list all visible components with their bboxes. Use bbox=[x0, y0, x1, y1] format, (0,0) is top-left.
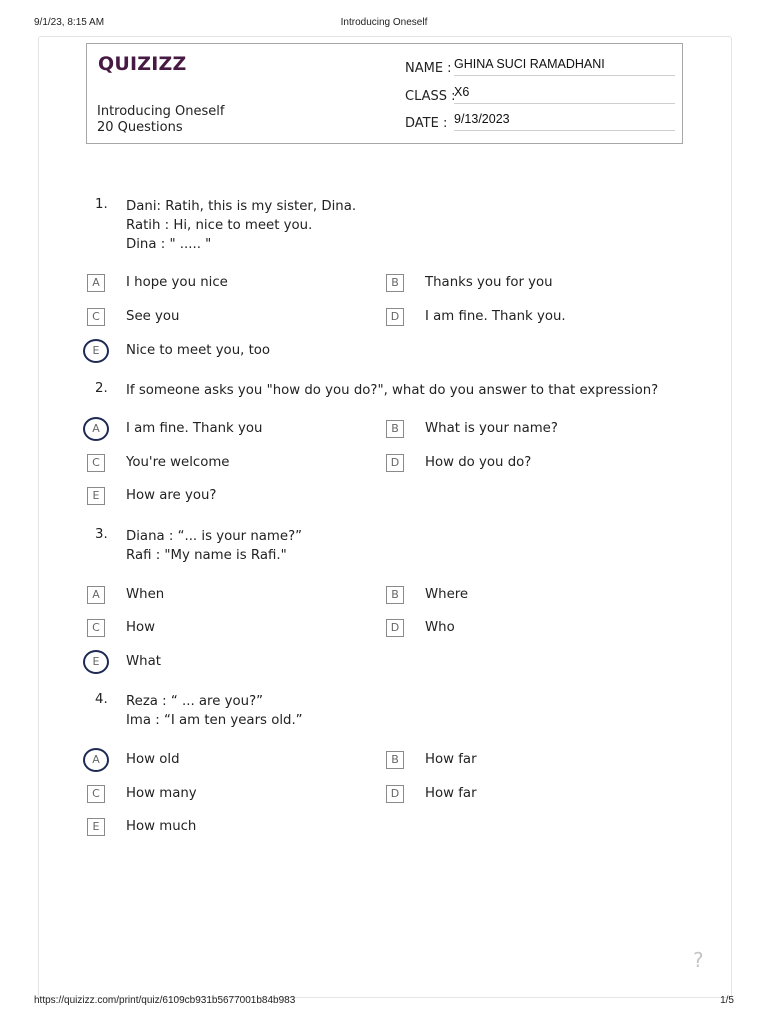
question-line: Rafi : "My name is Rafi." bbox=[126, 548, 287, 563]
date-field bbox=[405, 111, 675, 131]
name-label: NAME : bbox=[405, 61, 452, 76]
question-line: Ima : “I am ten years old.” bbox=[126, 713, 303, 728]
option-letter: A bbox=[87, 274, 105, 292]
option-letter: D bbox=[386, 785, 404, 803]
option-letter-selected: E bbox=[83, 650, 109, 674]
question-line: Dani: Ratih, this is my sister, Dina. bbox=[126, 199, 357, 214]
question-line: Diana : “... is your name?” bbox=[126, 529, 303, 544]
option-letter-selected: A bbox=[83, 417, 109, 441]
date-value: 9/13/2023 bbox=[454, 110, 675, 131]
name-value: GHINA SUCI RAMADHANI bbox=[454, 55, 675, 76]
option-letter: C bbox=[87, 308, 105, 326]
question-number: 3. bbox=[95, 527, 108, 542]
option-text: How bbox=[126, 620, 156, 635]
option-text: What bbox=[126, 654, 161, 669]
option-text: Who bbox=[425, 620, 455, 635]
quiz-info-box bbox=[86, 43, 683, 144]
option-letter: E bbox=[87, 487, 105, 505]
option-text: I hope you nice bbox=[126, 275, 228, 290]
question-number: 1. bbox=[95, 197, 108, 212]
name-field bbox=[405, 56, 675, 76]
page-number: 1/5 bbox=[720, 995, 734, 1006]
option-letter: C bbox=[87, 454, 105, 472]
print-datetime: 9/1/23, 8:15 AM bbox=[34, 17, 105, 28]
date-label: DATE : bbox=[405, 116, 448, 131]
class-value: X6 bbox=[454, 83, 675, 104]
option-text: How far bbox=[425, 752, 477, 767]
option-letter: E bbox=[87, 818, 105, 836]
question-line: Dina : " ..... " bbox=[126, 237, 212, 252]
option-letter: C bbox=[87, 619, 105, 637]
question-line: If someone asks you "how do you do?", what do you answer to that expression? bbox=[126, 383, 659, 398]
option-text: How many bbox=[126, 786, 197, 801]
print-header bbox=[34, 17, 734, 31]
print-title: Introducing Oneself bbox=[340, 17, 428, 28]
question-line: Reza : “ ... are you?” bbox=[126, 694, 264, 709]
option-text: When bbox=[126, 587, 165, 602]
option-text: What is your name? bbox=[425, 421, 558, 436]
option-text: How do you do? bbox=[425, 455, 532, 470]
question-number: 4. bbox=[95, 692, 108, 707]
option-text: How old bbox=[126, 752, 180, 767]
option-letter: B bbox=[386, 420, 404, 438]
option-letter: D bbox=[386, 454, 404, 472]
option-text: Nice to meet you, too bbox=[126, 343, 271, 358]
option-letter-selected: E bbox=[83, 339, 109, 363]
logo-text: QUIZIZZ bbox=[98, 53, 187, 75]
option-text: Thanks you for you bbox=[425, 275, 553, 290]
option-text: Where bbox=[425, 587, 469, 602]
option-text: How much bbox=[126, 819, 197, 834]
option-text: You're welcome bbox=[126, 455, 230, 470]
option-text: How far bbox=[425, 786, 477, 801]
option-text: How are you? bbox=[126, 488, 217, 503]
option-letter: D bbox=[386, 619, 404, 637]
quiz-title: Introducing Oneself bbox=[97, 104, 225, 119]
question-text bbox=[126, 197, 696, 254]
page-frame bbox=[38, 36, 732, 998]
option-text: I am fine. Thank you bbox=[126, 421, 263, 436]
option-letter: C bbox=[87, 785, 105, 803]
question-mark-icon[interactable]: ? bbox=[693, 948, 704, 972]
option-letter: B bbox=[386, 751, 404, 769]
class-field bbox=[405, 84, 675, 104]
option-text: See you bbox=[126, 309, 180, 324]
option-text: I am fine. Thank you. bbox=[425, 309, 566, 324]
print-footer bbox=[34, 995, 734, 1009]
question-text bbox=[126, 692, 696, 730]
option-letter: B bbox=[386, 274, 404, 292]
question-count: 20 Questions bbox=[97, 120, 183, 135]
question-text bbox=[126, 381, 696, 400]
question-line: Ratih : Hi, nice to meet you. bbox=[126, 218, 313, 233]
class-label: CLASS : bbox=[405, 89, 456, 104]
option-letter: B bbox=[386, 586, 404, 604]
print-url: https://quizizz.com/print/quiz/6109cb931b5677001b84b983 bbox=[34, 995, 296, 1006]
quizizz-logo bbox=[98, 53, 186, 75]
option-letter-selected: A bbox=[83, 748, 109, 772]
question-number: 2. bbox=[95, 381, 108, 396]
option-letter: D bbox=[386, 308, 404, 326]
option-letter: A bbox=[87, 586, 105, 604]
question-text bbox=[126, 527, 696, 565]
